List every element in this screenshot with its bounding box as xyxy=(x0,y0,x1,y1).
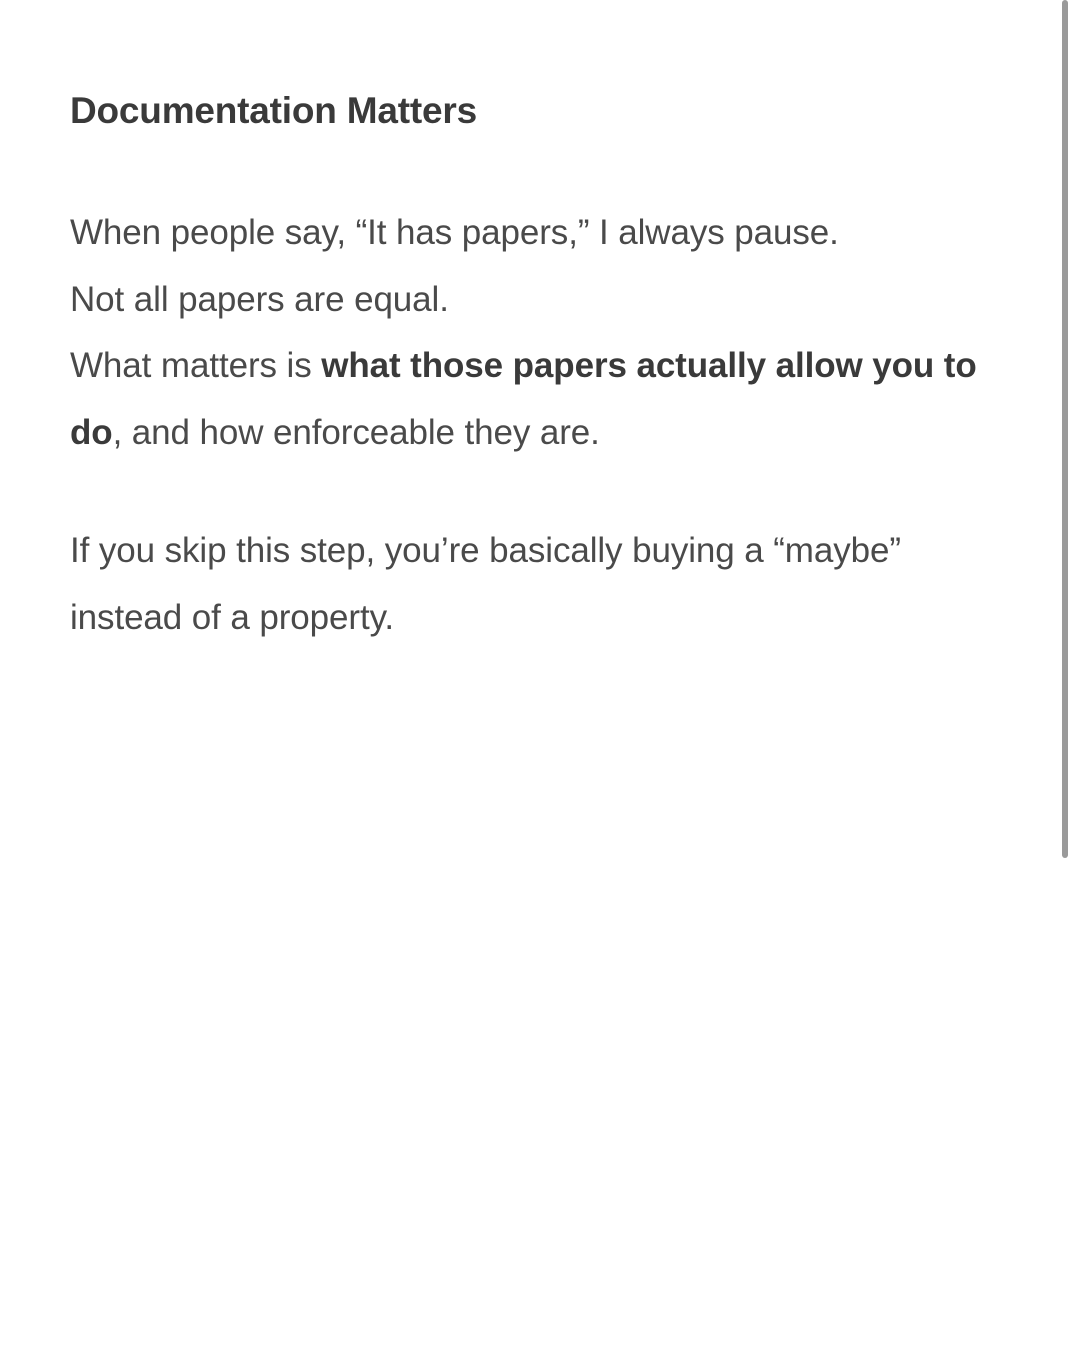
text-run: If you skip this step, you’re basically buying a “maybe” instead of a property. xyxy=(70,531,901,637)
paragraph-line xyxy=(70,333,1000,466)
scrollbar-thumb[interactable] xyxy=(1062,0,1068,858)
text-run: Not all papers are equal. xyxy=(70,279,449,319)
text-run: What matters is xyxy=(70,346,322,386)
text-run: When people say, “It has papers,” I always pause. xyxy=(70,213,839,253)
text-run-emphasis: what those papers actually allow you to do xyxy=(70,346,977,452)
paragraph-line xyxy=(70,518,1000,651)
paragraph-line xyxy=(70,267,1000,334)
paragraph-2 xyxy=(70,518,1000,651)
paragraph-line xyxy=(70,200,1000,267)
text-run: , and how enforceable they are. xyxy=(112,412,600,452)
scrollbar-track[interactable] xyxy=(1068,0,1074,1350)
page-title: Documentation Matters xyxy=(70,90,477,131)
paragraph-1 xyxy=(70,200,1000,466)
document-content xyxy=(70,88,1000,651)
